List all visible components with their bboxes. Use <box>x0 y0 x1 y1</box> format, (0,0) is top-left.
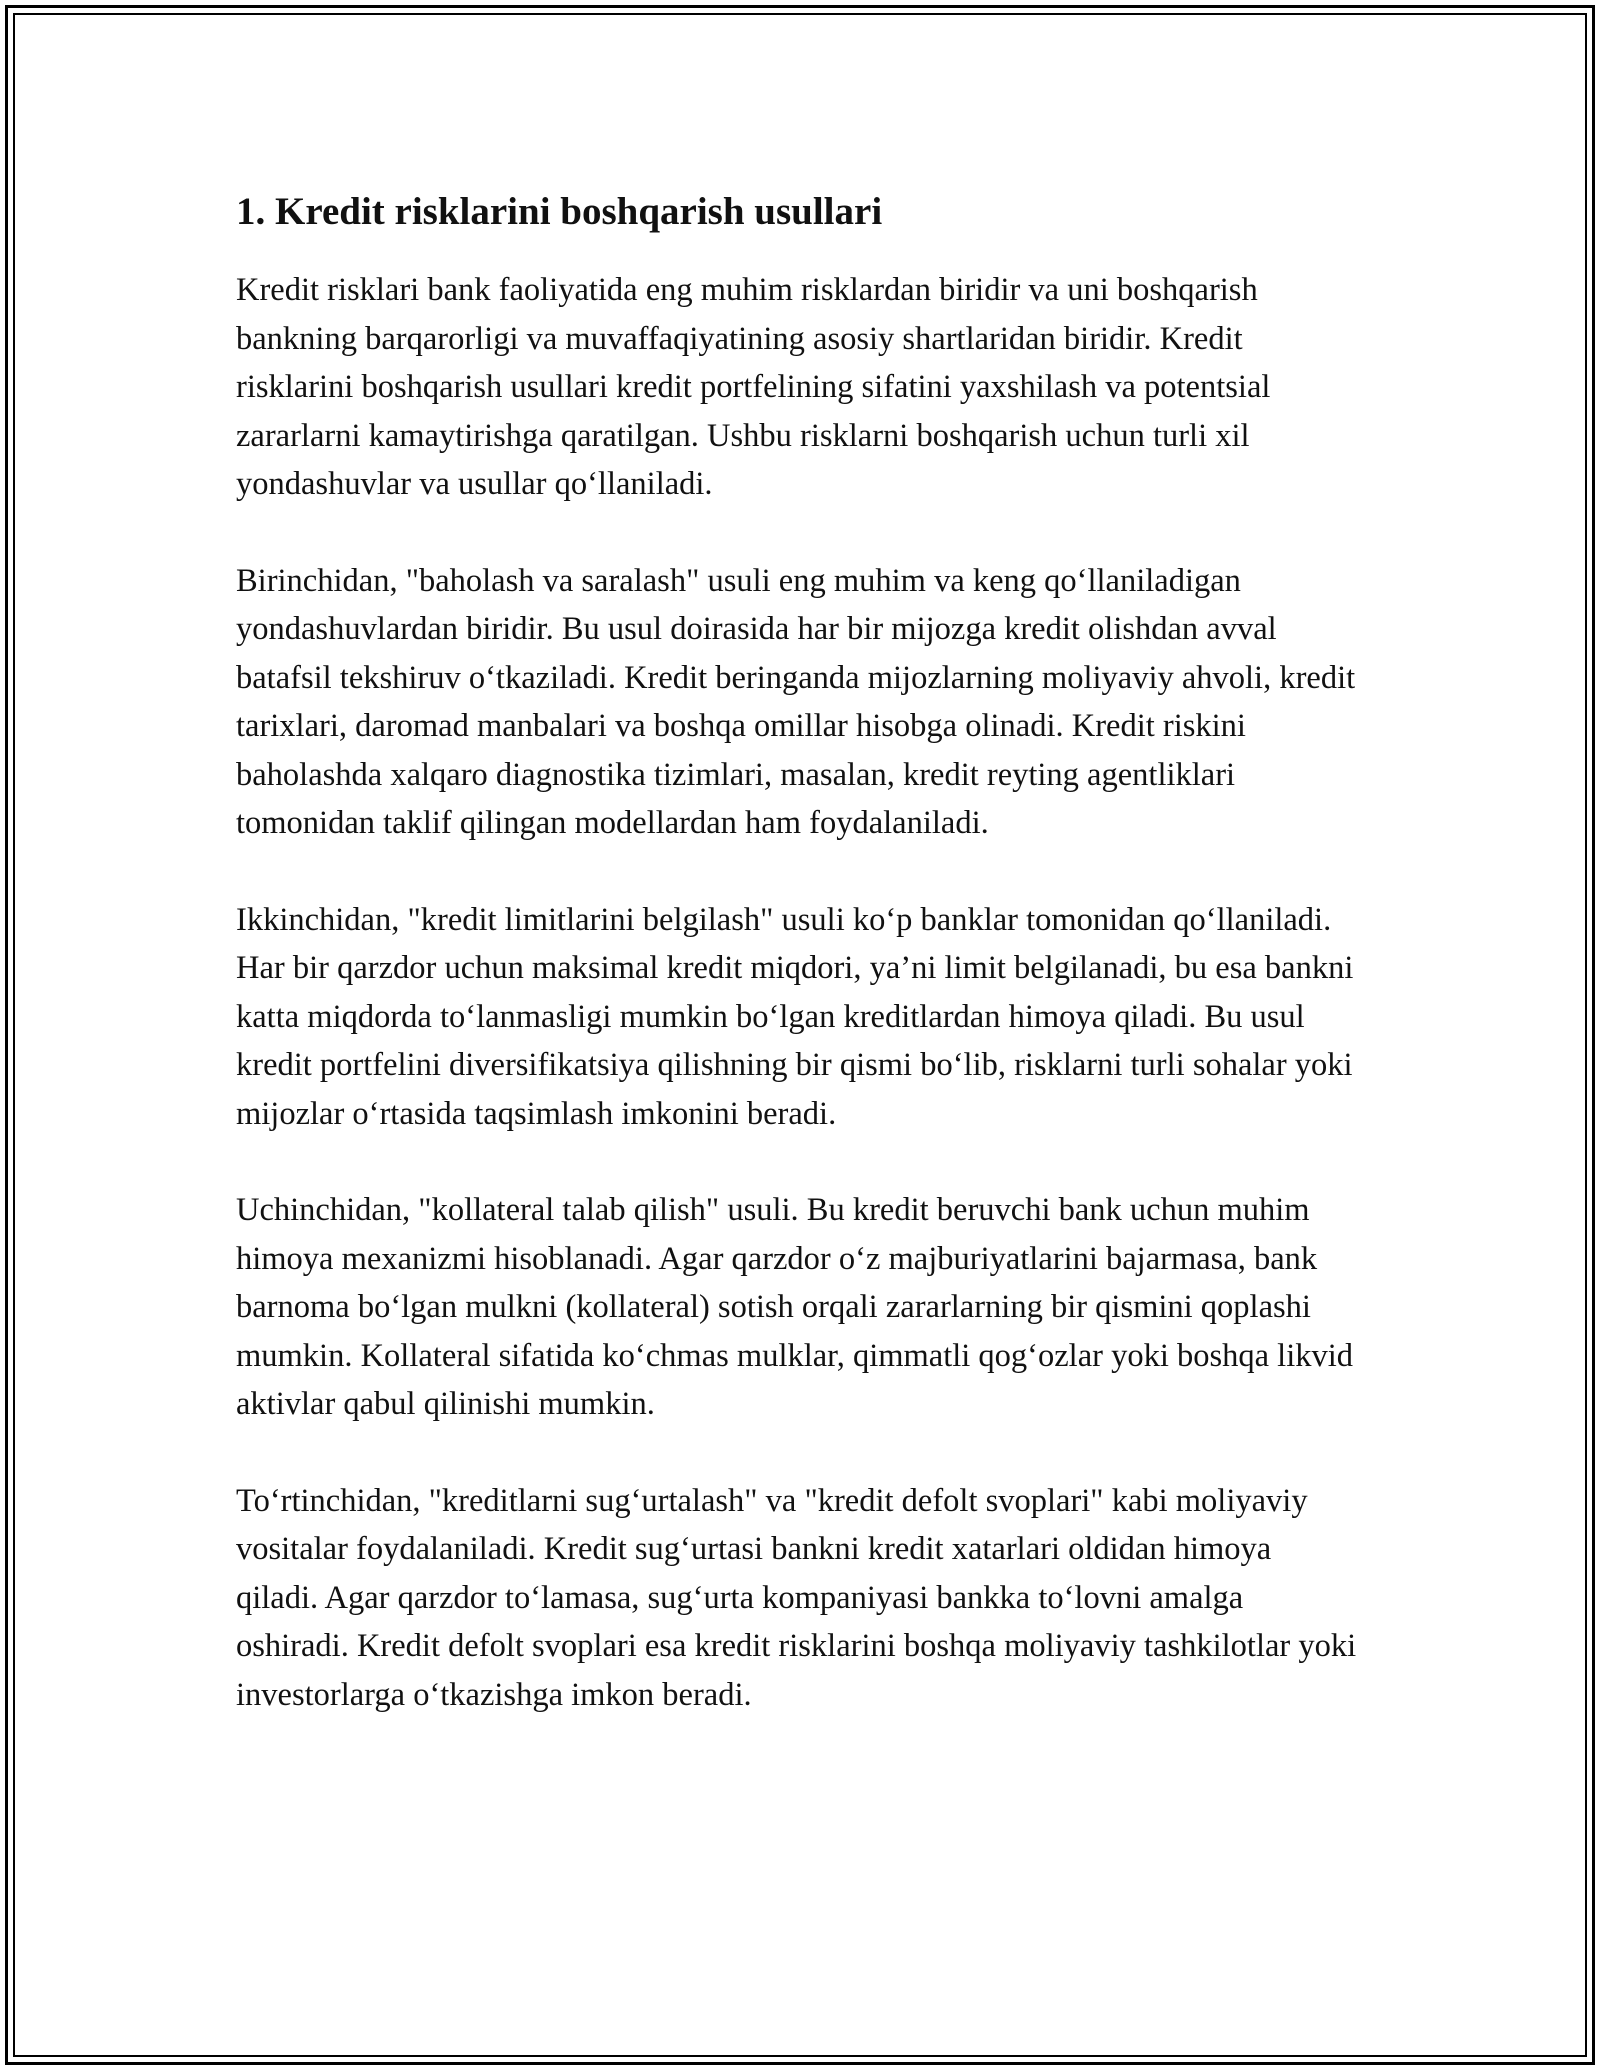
paragraph-second-method: Ikkinchidan, "kredit limitlarini belgilash" usuli ko‘p banklar tomonidan qo‘llaniladi. Har bir qarzdor uchun maksimal kredit miqdori, ya’ni limit belgilanadi, bu esa bankni katta miqdorda to‘lanmasligi mumkin bo‘lgan kreditlardan himoya qiladi. Bu usul kredit portfelini diversifikatsiya qilishning bir qismi bo‘lib, risklarni turli sohalar yoki mijozlar o‘rtasida taqsimlash imkonini beradi. <box>236 901 1354 1132</box>
document-title: 1. Kredit risklarini boshqarish usullari <box>236 190 883 233</box>
paragraph-first-method: Birinchidan, "baholash va saralash" usuli eng muhim va keng qo‘llaniladigan yondashuvlardan biridir. Bu usul doirasida har bir mijozga kredit olishdan avval batafsil tekshiruv o‘tkaziladi. Kredit beringanda mijozlarning moliyaviy ahvoli, kredit tarixlari, daromad manbalari va boshqa omillar hisobga olinadi. Kredit riskini baholashda xalqaro diagnostika tizimlari, masalan, kredit reyting agentliklari tomonidan taklif qilingan modellardan ham foydalaniladi. <box>236 562 1356 841</box>
paragraph-fourth-method: To‘rtinchidan, "kreditlarni sug‘urtalash" va "kredit defolt svoplari" kabi moliyaviy vositalar foydalaniladi. Kredit sug‘urtasi bankni kredit xatarlari oldidan himoya qiladi. Agar qarzdor to‘lamasa, sug‘urta kompaniyasi bankka to‘lovni amalga oshiradi. Kredit defolt svoplari esa kredit risklarini boshqa moliyaviy tashkilotlar yoki investorlarga o‘tkazishga imkon beradi. <box>236 1482 1357 1713</box>
document-body <box>236 186 1361 1767</box>
paragraph-third-method: Uchinchidan, "kollateral talab qilish" usuli. Bu kredit beruvchi bank uchun muhim himoya mexanizmi hisoblanadi. Agar qarzdor o‘z majburiyatlarini bajarmasa, bank barnoma bo‘lgan mulkni (kollateral) sotish orqali zararlarning bir qismini qoplashi mumkin. Kollateral sifatida ko‘chmas mulklar, qimmatli qog‘ozlar yoki boshqa likvid aktivlar qabul qilinishi mumkin. <box>236 1192 1354 1422</box>
paragraph-intro: Kredit risklari bank faoliyatida eng muhim risklardan biridir va uni boshqarish bankning barqarorligi va muvaffaqiyatining asosiy shartlaridan biridir. Kredit risklarini boshqarish usullari kredit portfelining sifatini yaxshilash va potentsial zararlarni kamaytirishga qaratilgan. Ushbu risklarni boshqarish uchun turli xil yondashuvlar va usullar qo‘llaniladi. <box>236 272 1271 502</box>
